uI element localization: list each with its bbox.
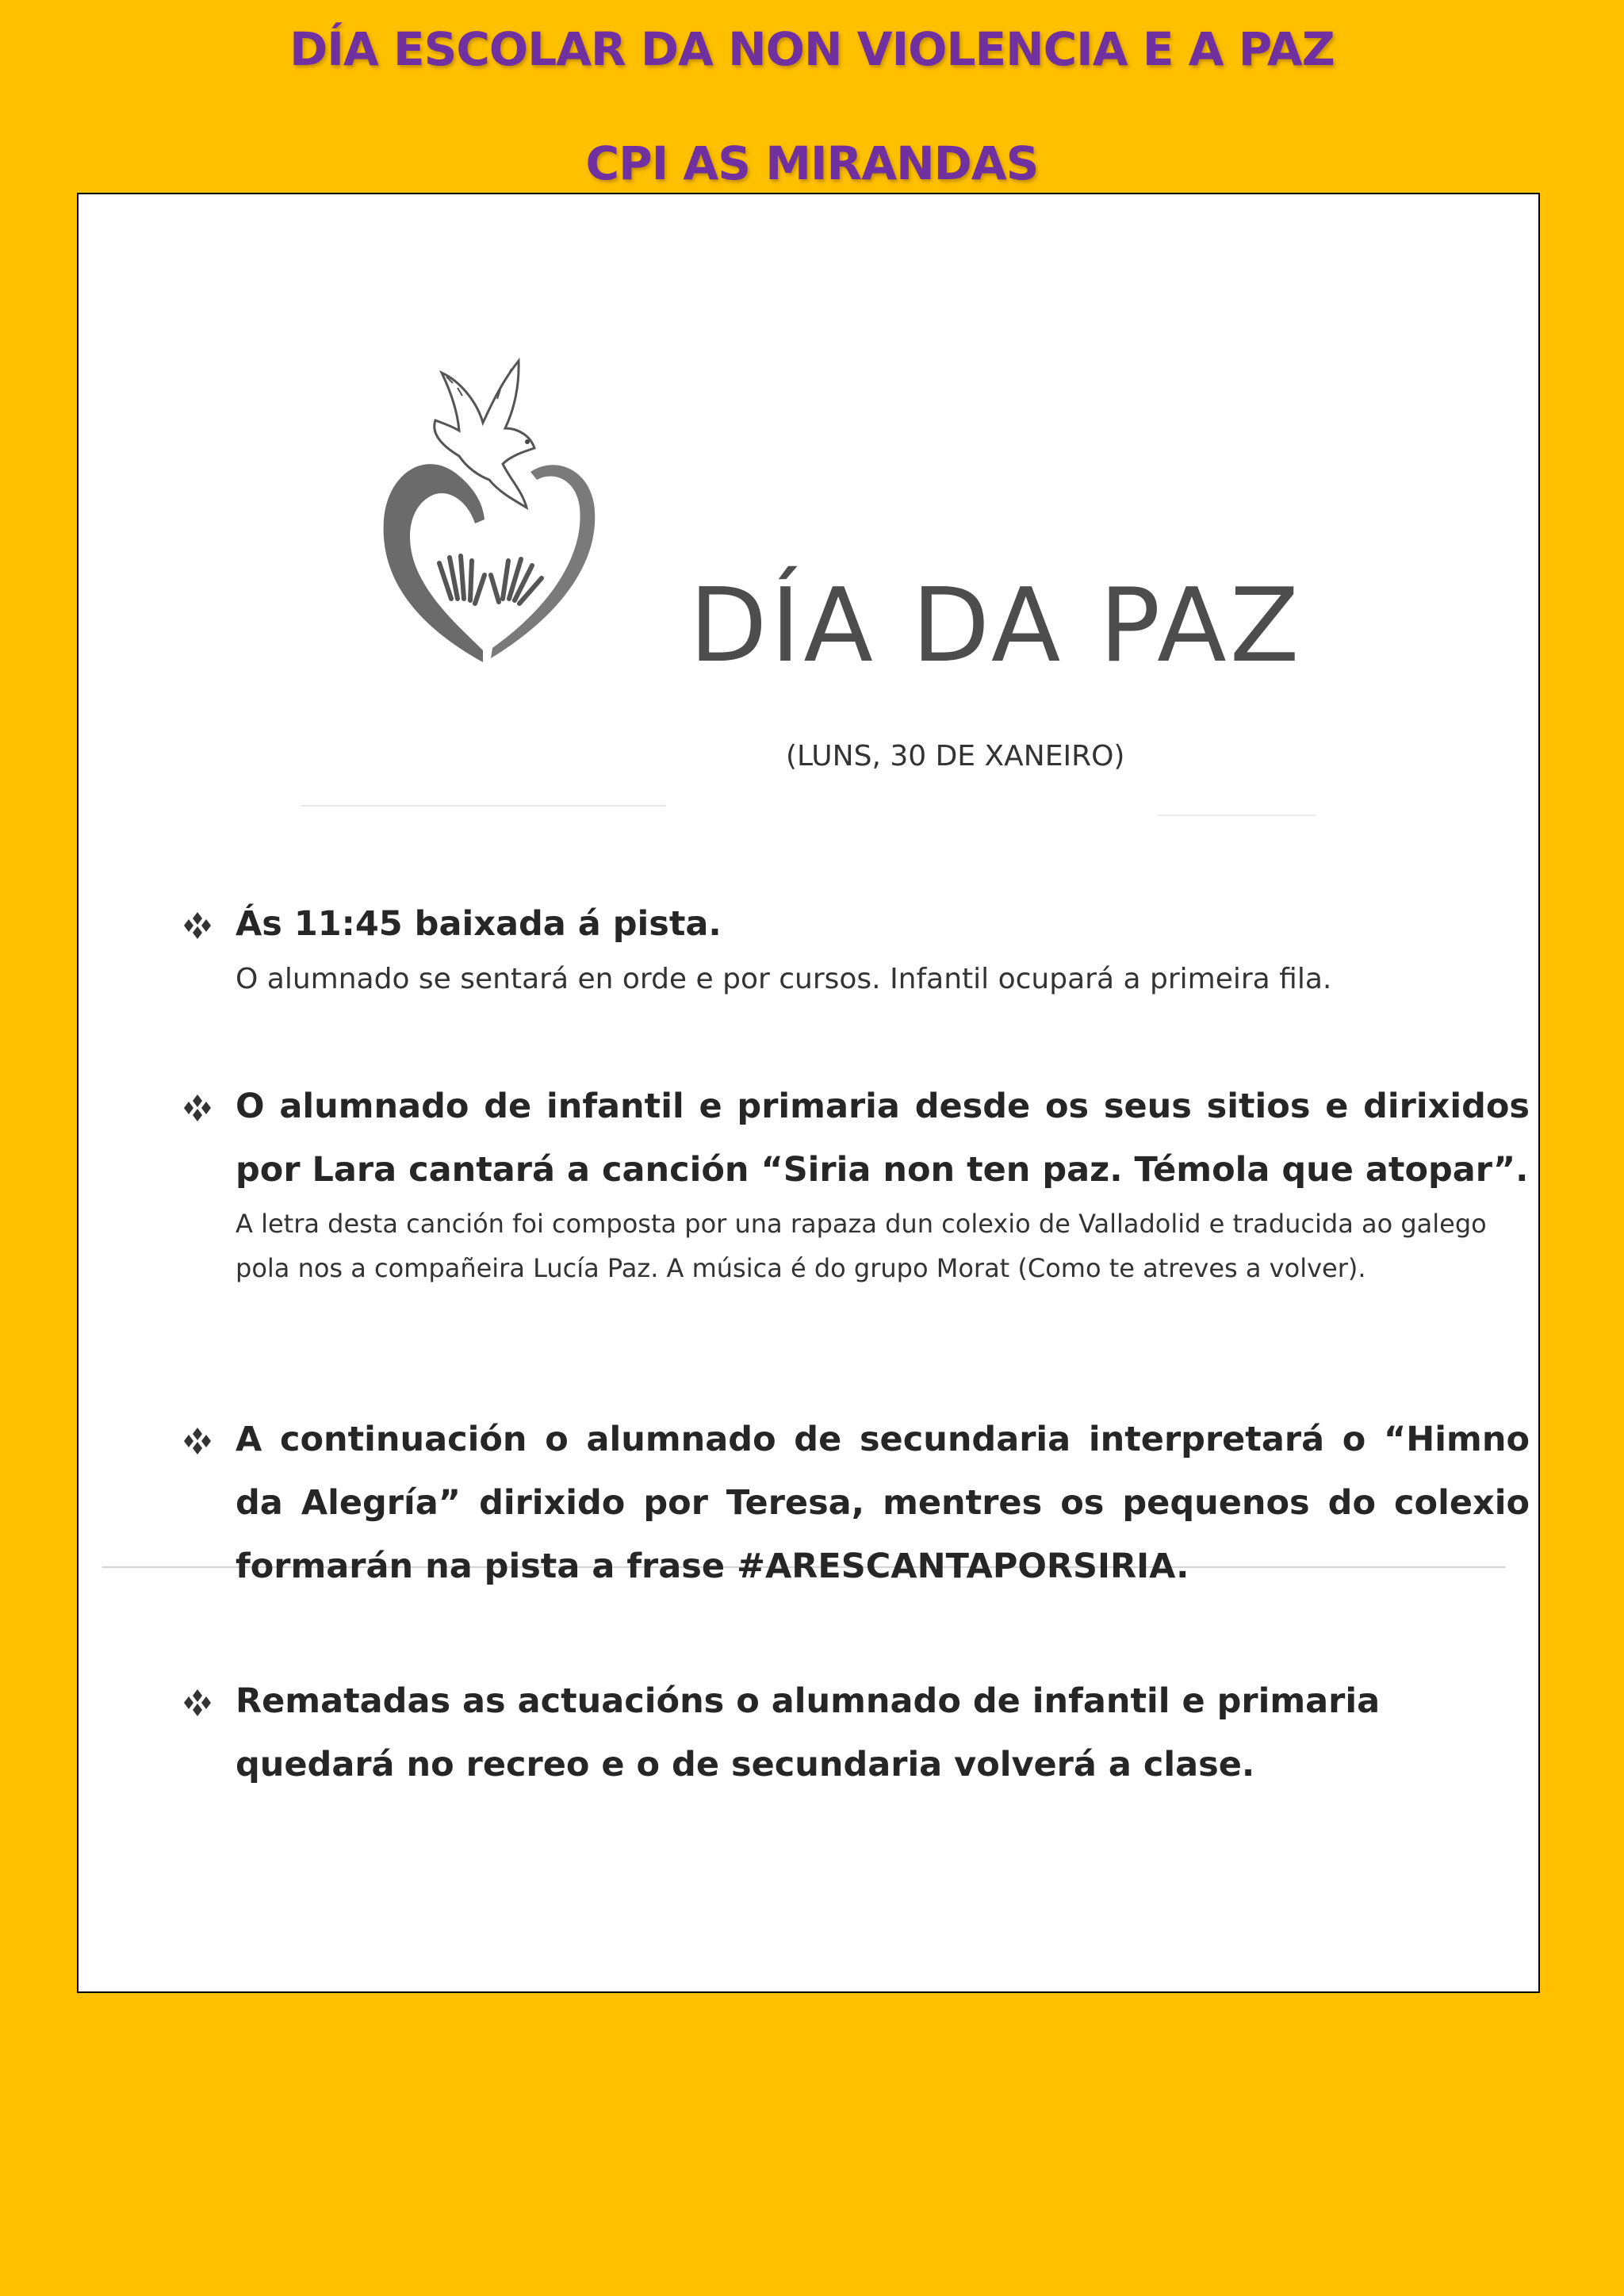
agenda-item-lead: A continuación o alumnado de secundaria interpretará o “Himno da Alegría” dirixido por Teresa, mentres os pequenos do colexio formarán na pista a frase #ARESCANTAPORSIRIA.	[236, 1420, 1530, 1586]
scan-line	[1157, 815, 1316, 816]
scanned-poster	[77, 193, 1540, 1993]
scan-line	[301, 805, 665, 807]
poster-date: (LUNS, 30 DE XANEIRO)	[786, 740, 1125, 772]
agenda-item	[182, 1075, 1530, 1290]
school-name: CPI AS MIRANDAS	[585, 136, 1039, 190]
four-diamond-bullet-icon	[182, 910, 213, 941]
agenda-item-detail: A letra desta canción foi composta por una rapaza dun colexio de Valladolid e traducida ao galego pola nos a compañeira Lucía Paz. A música é do grupo Morat (Como te atreves a volver).	[236, 1209, 1487, 1283]
agenda-item-lead: Ás 11:45 baixada á pista.	[236, 904, 722, 944]
four-diamond-bullet-icon	[182, 1425, 213, 1457]
agenda-item	[182, 892, 1530, 1003]
poster-title: DÍA DA PAZ	[689, 567, 1303, 685]
agenda-item-lead: O alumnado de infantil e primaria desde os seus sitios e dirixidos por Lara cantará a canción “Siria non ten paz. Témola que atopar”.	[236, 1087, 1530, 1190]
agenda-item	[182, 1408, 1530, 1598]
page-heading: DÍA ESCOLAR DA NON VIOLENCIA E A PAZ	[289, 22, 1335, 76]
agenda-item-lead: Rematadas as actuacións o alumnado de infantil e primaria quedará no recreo e o de secundaria volverá a clase.	[236, 1681, 1381, 1784]
four-diamond-bullet-icon	[182, 1092, 213, 1124]
agenda-item	[182, 1669, 1530, 1796]
dove-heart-hands-logo	[364, 337, 618, 670]
agenda-item-detail: O alumnado se sentará en orde e por cursos. Infantil ocupará a primeira fila.	[236, 963, 1332, 995]
four-diamond-bullet-icon	[182, 1687, 213, 1719]
